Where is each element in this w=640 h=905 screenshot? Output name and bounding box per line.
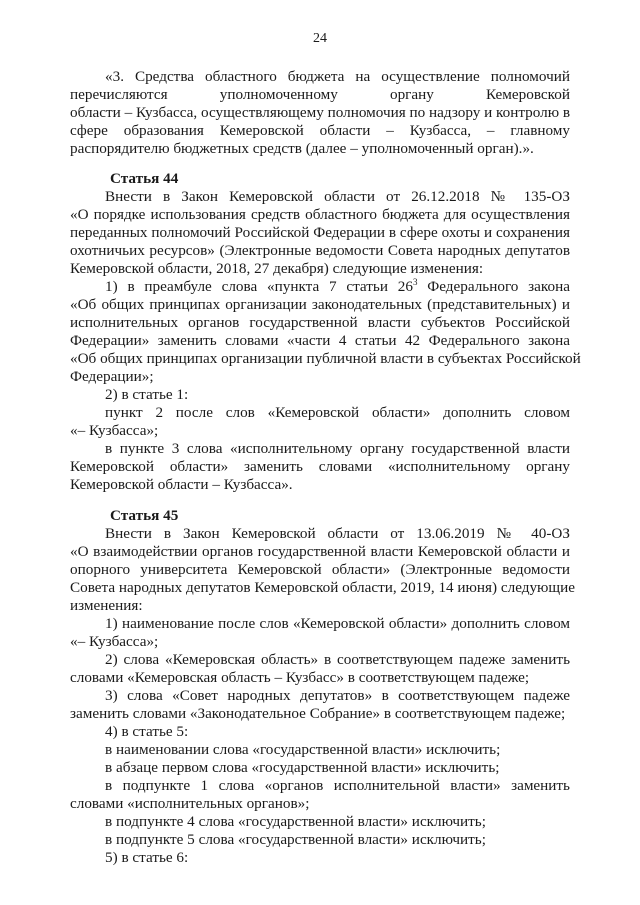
text-line: в подпункте 5 слова «государственной власти» исключить; <box>105 831 486 848</box>
text-line: 4) в статье 5: <box>105 723 189 740</box>
text-line: пункт 2 после слов «Кемеровской области» дополнить словом <box>105 404 570 421</box>
text-line: «3. Средства областного бюджета на осуществление полномочий <box>105 68 570 85</box>
text-line: 5) в статье 6: <box>105 849 189 866</box>
text-line: словами «исполнительных органов»; <box>70 795 310 812</box>
text-line: «– Кузбасса»; <box>70 422 159 439</box>
article-heading: Статья 44 <box>110 170 179 187</box>
text-line: 2) слова «Кемеровская область» в соответствующем падеже заменить <box>105 651 570 668</box>
text-line: «О порядке использования средств областного бюджета для осуществления <box>70 206 570 223</box>
text-line: Кемеровской области, 2018, 27 декабря) следующие изменения: <box>70 260 484 277</box>
text-line: в наименовании слова «государственной власти» исключить; <box>105 741 501 758</box>
text-line: 1) наименование после слов «Кемеровской области» дополнить словом <box>105 615 570 632</box>
text-line: «Об общих принципах организации публичной власти в субъектах Российской <box>70 350 581 367</box>
text-line: 3) слова «Совет народных депутатов» в соответствующем падеже <box>105 687 570 704</box>
text-line: заменить словами «Законодательное Собрание» в соответствующем падеже; <box>70 705 566 722</box>
article-heading: Статья 45 <box>110 507 179 524</box>
text-line: 1) в преамбуле слова «пункта 7 статьи $26^3$ Федерального закона <box>105 276 570 295</box>
text-line: в подпункте 4 слова «государственной власти» исключить; <box>105 813 486 830</box>
text-line: Кемеровской области – Кузбасса». <box>70 476 293 493</box>
text-line: Совета народных депутатов Кемеровской области, 2019, 14 июня) следующие <box>70 579 575 596</box>
text-line: изменения: <box>70 597 143 614</box>
text-line: 2) в статье 1: <box>105 386 189 403</box>
text-line: распорядителю бюджетных средств (далее – уполномоченный орган).». <box>70 140 534 157</box>
text-line: «– Кузбасса»; <box>70 633 159 650</box>
text-line: охотничьих ресурсов» (Электронные ведомости Совета народных депутатов <box>70 242 570 259</box>
text-line: Федерации» заменить словами «части 4 статьи 42 Федерального закона <box>70 332 570 349</box>
text-line: Внести в Закон Кемеровской области от 26.12.2018 № 135-ОЗ <box>105 188 570 205</box>
text-line: Кемеровской области» заменить словами «исполнительному органу <box>70 458 570 475</box>
text-line: области – Кузбасса, осуществляющему полномочия по надзору и контролю в <box>70 104 571 121</box>
text-line: перечисляются уполномоченному органу Кемеровской <box>70 86 570 103</box>
text-line: исполнительных органов государственной власти субъектов Российской <box>70 314 570 331</box>
text-line: Внести в Закон Кемеровской области от 13.06.2019 № 40-ОЗ <box>105 525 570 542</box>
text-line: в подпункте 1 слова «органов исполнительной власти» заменить <box>105 777 570 794</box>
text-line: в абзаце первом слова «государственной власти» исключить; <box>105 759 500 776</box>
text-line: «О взаимодействии органов государственной власти Кемеровской области и <box>70 543 570 560</box>
text-line: «Об общих принципах организации законодательных (представительных) и <box>70 296 570 313</box>
text-line: сфере образования Кемеровской области – Кузбасса, – главному <box>70 122 570 139</box>
page-number: 24 <box>313 31 327 46</box>
text-line: Федерации»; <box>70 368 154 385</box>
text-line: переданных полномочий Российской Федерации в сфере охоты и сохранения <box>70 224 570 241</box>
text-line: в пункте 3 слова «исполнительному органу государственной власти <box>105 440 570 457</box>
text-line: опорного университета Кемеровской области» (Электронные ведомости <box>70 561 570 578</box>
text-line: словами «Кемеровская область – Кузбасс» в соответствующем падеже; <box>70 669 530 686</box>
